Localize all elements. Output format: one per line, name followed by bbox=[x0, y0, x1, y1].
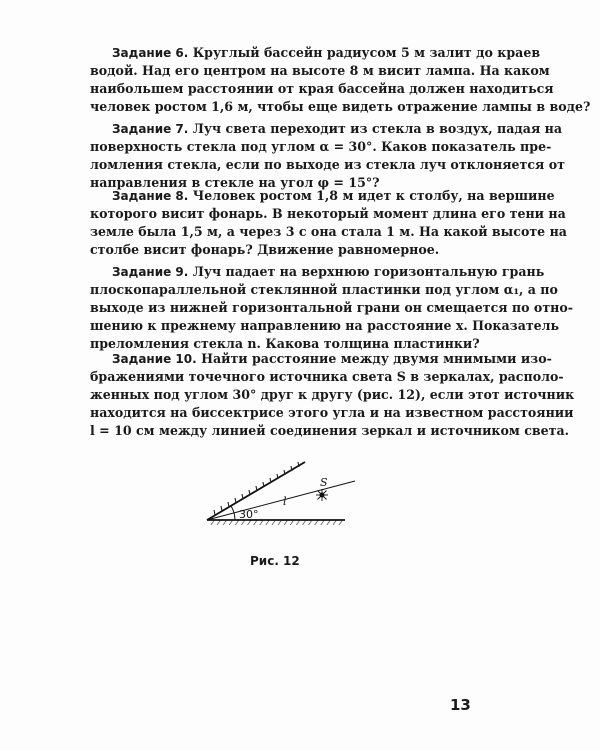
task-9-line-1: Задание 9. Луч падает на верхнюю горизонтальную грань bbox=[112, 264, 545, 279]
task-7-line-3: ломления стекла, если по выходе из стекла луч отклоняется от bbox=[90, 157, 565, 172]
task-8-label: Задание 8. bbox=[112, 189, 189, 203]
task-6-line-4: человек ростом 1,6 м, чтобы еще видеть отражение лампы в воде? bbox=[90, 99, 591, 114]
task-7-label: Задание 7. bbox=[112, 122, 189, 136]
task-7-line-4: направления в стекле на угол φ = 15°? bbox=[90, 175, 380, 190]
task-10 bbox=[90, 350, 575, 440]
task-6-label: Задание 6. bbox=[112, 46, 189, 60]
task-9-line-4: шению к прежнему направлению на расстояние x. Показатель bbox=[90, 318, 560, 333]
task-8-line-2: которого висит фонарь. В некоторый момент длина его тени на bbox=[90, 206, 566, 221]
task-8-line-3: земле была 1,5 м, а через 3 с она стала 1 м. На какой высоте на bbox=[90, 224, 567, 239]
bisector-line bbox=[207, 481, 355, 520]
task-10-line-5: l = 10 см между линией соединения зеркал и источником света. bbox=[90, 423, 570, 438]
task-9 bbox=[90, 263, 573, 353]
task-9-line-2: плоскопараллельной стеклянной пластинки под углом α₁, а по bbox=[90, 282, 558, 297]
task-10-line-1: Задание 10. Найти расстояние между двумя мнимыми изо- bbox=[112, 351, 552, 366]
task-6 bbox=[90, 44, 591, 116]
light-source-icon bbox=[316, 489, 328, 501]
task-8-line-4: столбе висит фонарь? Движение равномерное. bbox=[90, 242, 440, 257]
distance-label: l bbox=[283, 495, 287, 508]
task-6-line-1: Задание 6. Круглый бассейн радиусом 5 м залит до краев bbox=[112, 45, 541, 60]
task-10-label: Задание 10. bbox=[112, 352, 197, 366]
task-10-line-4: находится на биссектрисе этого угла и на известном расстоянии bbox=[90, 405, 574, 420]
task-10-line-2: бражениями точечного источника света S в зеркалах, располо- bbox=[90, 369, 564, 384]
task-8-line-1: Задание 8. Человек ростом 1,8 м идет к столбу, на вершине bbox=[112, 188, 555, 203]
task-9-line-3: выходе из нижней горизонтальной грани он смещается по отно- bbox=[90, 300, 573, 315]
task-9-line-5: преломления стекла n. Какова толщина пластинки? bbox=[90, 336, 480, 351]
task-10-line-3: женных под углом 30° друг к другу (рис. 12), если этот источник bbox=[90, 387, 575, 402]
task-9-label: Задание 9. bbox=[112, 265, 189, 279]
figure-caption: Рис. 12 bbox=[250, 554, 300, 568]
task-7 bbox=[90, 120, 565, 192]
task-7-line-1: Задание 7. Луч света переходит из стекла в воздух, падая на bbox=[112, 121, 563, 136]
task-8 bbox=[90, 187, 567, 259]
source-label: S bbox=[320, 476, 328, 489]
task-6-line-2: водой. Над его центром на высоте 8 м висит лампа. На каком bbox=[90, 63, 550, 78]
page-number: 13 bbox=[450, 696, 471, 714]
angle-label: 30° bbox=[239, 508, 259, 521]
mirror-figure bbox=[195, 460, 395, 535]
task-7-line-2: поверхность стекла под углом α = 30°. Каков показатель пре- bbox=[90, 139, 552, 154]
task-6-line-3: наибольшем расстоянии от края бассейна должен находиться bbox=[90, 81, 554, 96]
